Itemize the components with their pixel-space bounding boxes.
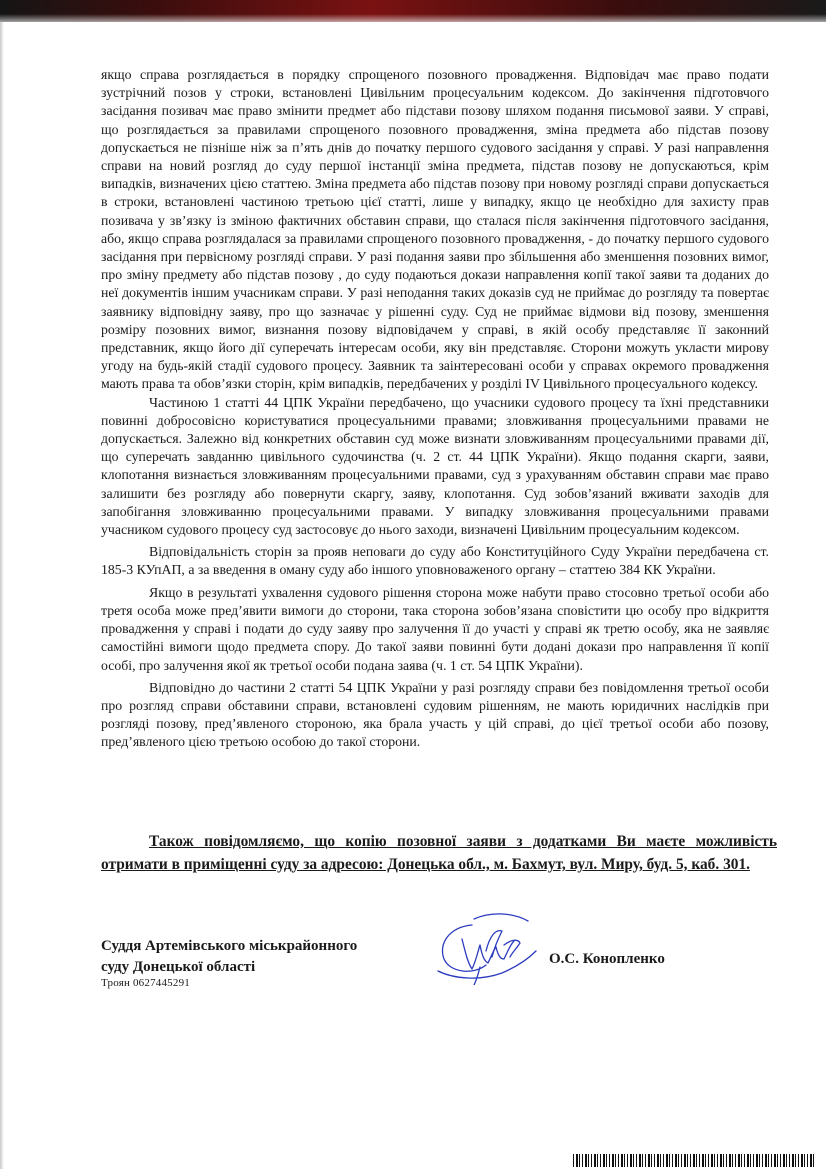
- paragraph-claim-changes: якщо справа розглядається в порядку спрощеного позовного провадження. Відповідач має право подати зустрічний позов у строки, встановлені Цивільним процесуальним кодексом. До закінчення підготовчого засідання позивач має право змінити предмет або підстави позову шляхом подання письмової заяви. У справі, що розглядається за правилами спрощеного позовного провадження, зміна предмета або підстав позову допускається не пізніше ніж за п’ять днів до початку першого судового засідання у справі. У разі направлення справи на новий розгляд до суду першої інстанції зміна предмета, підстав позову не допускаються, крім випадків, визначених цією статтею. Зміна предмета або підстав позову при новому розгляді справи допускається в строки, встановлені частиною третьою цієї статті, лише у випадку, якщо це необхідно для захисту прав позивача у зв’язку із зміною фактичних обставин справи, що сталася після закінчення підготовчого засідання, або, якщо справа розглядалася за правилами спрощеного позовного провадження, - до початку першого судового засідання при первісному розгляді справи. У разі подання заяви про збільшення або зменшення позовних вимог, про зміну предмету або підстав позову , до суду подаються докази направлення копії такої заяви та доданих до неї документів іншим учасникам справи. У разі неподання таких доказів суд не приймає до розгляду та повертає заявнику відповідну заяву, про що зазначає у рішенні суду. Суд не приймає відмови від позову, зменшення розміру позовних вимог, визнання позову відповідачем у справі, в якій особу представляє її законний представник, якщо його дії суперечать інтересам особи, яку він представляє. Сторони можуть укласти мирову угоду на будь-якій стадії судового процесу. Заявник та заінтересовані особи у справах окремого провадження мають права та обов’язки сторін, крім випадків, передбачених у розділі IV Цивільного процесуального кодексу.: [101, 67, 769, 392]
- scan-left-edge: [0, 22, 4, 1169]
- paragraph-abuse-of-rights: Частиною 1 статті 44 ЦПК України передбачено, що учасники судового процесу та їхні представники повинні добросовісно користуватися процесуальними правами; зловживання процесуальними правами не допускається. Залежно від конкретних обставин суд може визнати зловживанням процесуальними правами дії, що суперечать завданню цивільного судочинства (ч. 2 ст. 44 ЦПК України). Якщо подання скарги, заяви, клопотання визнається зловживанням процесуальними правами, суд з урахуванням обставин справи має право залишити без розгляду або повернути скаргу, заяву, клопотання. Суд зобов’язаний вживати заходів для запобігання зловживанню процесуальними правами. У випадку зловживання процесуальними правами учасником судового процесу суд застосовує до нього заходи, визначені Цивільним процесуальним кодексом.: [101, 394, 769, 538]
- judge-title-line-1: Суддя Артемівського міськрайонного: [101, 938, 358, 954]
- letter-body: [101, 66, 769, 752]
- scan-top-band: [0, 0, 826, 22]
- paragraph-third-party-consequences: Відповідно до частини 2 статті 54 ЦПК України у разі розгляду справи без повідомлення третьої особи про розгляд справи обставини справи, встановлені судовим рішенням, не мають юридичних наслідків при розгляді позову, пред’явленого стороною, яка брала участь у цій справі, до цієї третьої особи або позову, пред’явленого цією третьою особою до такої сторони.: [101, 679, 769, 750]
- handwritten-signature-icon: [432, 905, 544, 985]
- judge-name: О.С. Конопленко: [549, 951, 665, 967]
- barcode-icon: [573, 1154, 816, 1167]
- paragraph-liability: Відповідальність сторін за прояв неповаги до суду або Конституційного Суду України передбачена ст. 185-3 КУпАП, а за введення в оману суду або іншого уповноваженого органу – статтею 384 КК України.: [101, 544, 769, 578]
- judge-title: [101, 936, 421, 978]
- paragraph-third-party-notice: Якщо в результаті ухвалення судового рішення сторона може набути право стосовно третьої особи або третя особа може пред’явити вимоги до сторони, така сторона зобов’язана сповістити цю особу про відкриття провадження у справі і подати до суду заяву про залучення її до участі у справі як третю особу, яка не заявляє самостійні вимоги щодо предмета спору. До такої заяви повинні бути додані докази про направлення її копії особі, про залучення якої як третьої особи подана заява (ч. 1 ст. 54 ЦПК України).: [101, 584, 769, 673]
- clerk-contact: Троян 0627445291: [101, 977, 190, 989]
- claim-copy-notice: Також повідомляємо, що копію позовної заяви з додатками Ви маєте можливість отримати в приміщенні суду за адресою: Донецька обл., м. Бахмут, вул. Миру, буд. 5, каб. 301.: [101, 833, 777, 873]
- judge-title-line-2: суду Донецької області: [101, 959, 256, 975]
